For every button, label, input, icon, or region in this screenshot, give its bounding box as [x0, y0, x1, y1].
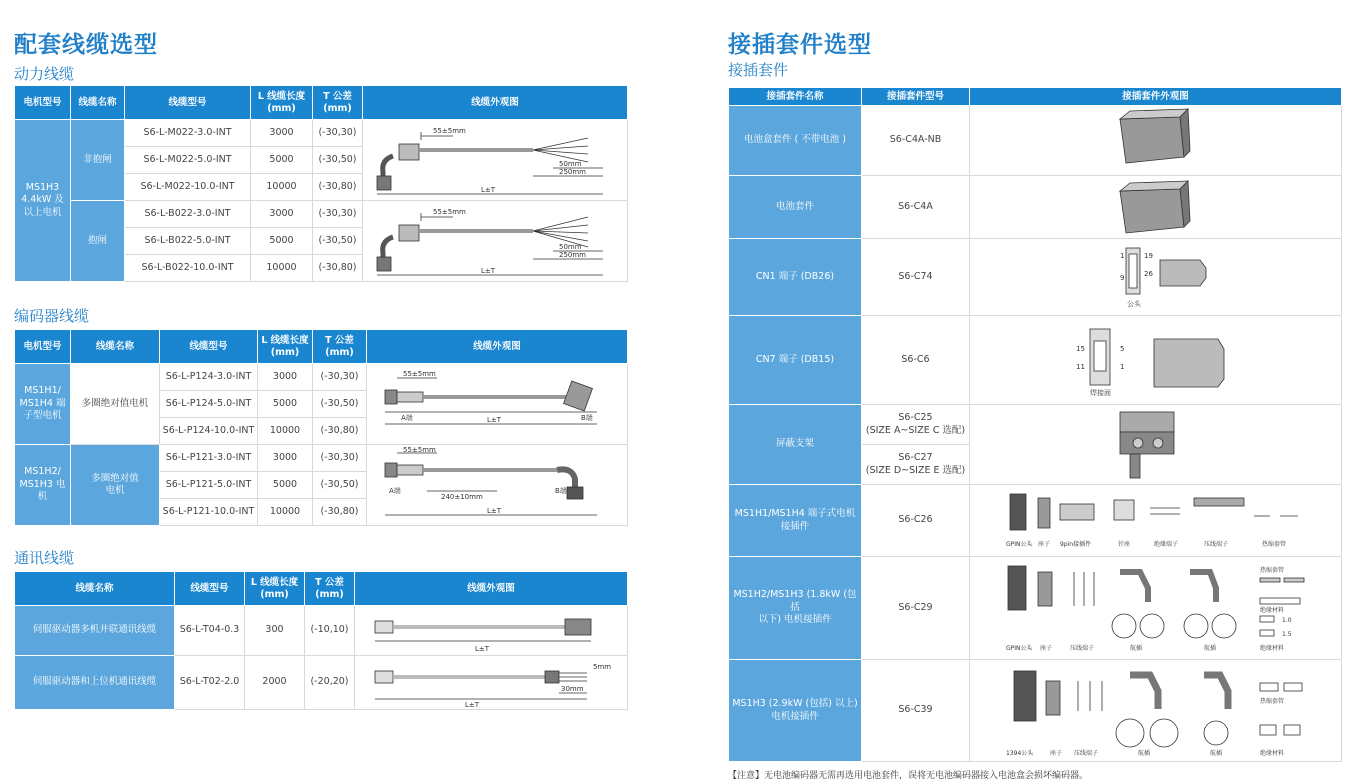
cable-length: 5000 [258, 391, 313, 418]
header-kit-name: 接插套件名称 [729, 88, 862, 106]
part-caption: 压线端子 [1204, 540, 1229, 548]
cable-model: S6-L-M022-5.0-INT [125, 147, 251, 174]
kit-model: S6-C27 (SIZE D~SIZE E 选配) [862, 445, 970, 485]
part-caption: 1.5 [1282, 630, 1292, 638]
kit-model: S6-C4A [862, 176, 970, 239]
cable-model: S6-L-T04-0.3 [175, 606, 245, 656]
header-kit-model: 接插套件型号 [862, 88, 970, 106]
ms1h3-connector-image [970, 660, 1342, 762]
kit-model: S6-C6 [862, 316, 970, 405]
part-caption: 热缩套管 [1260, 566, 1285, 574]
battery-box-image [970, 106, 1342, 176]
power-cable-subtitle: 动力线缆 [14, 65, 75, 83]
kit-name: CN1 端子 (DB26) [729, 239, 862, 316]
db15-connector-image [970, 316, 1342, 405]
drawing-lt: L±T [481, 267, 496, 275]
group-name: 多圈绝对值电机 [71, 364, 160, 445]
ms1h2-connector-image [970, 557, 1342, 660]
pin-label-9: 9 [1120, 273, 1125, 282]
header-drawing: 线缆外观图 [367, 330, 628, 364]
drawing-dim-240: 240±10mm [441, 493, 483, 501]
connector-caption: 公头 [1127, 299, 1141, 308]
cable-tolerance: (-30,30) [313, 201, 363, 228]
cable-tolerance: (-10,10) [305, 606, 355, 656]
part-caption: 座子 [1050, 749, 1063, 757]
cable-model: S6-L-P121-10.0-INT [160, 499, 258, 526]
cable-model: S6-L-P124-3.0-INT [160, 364, 258, 391]
shield-bracket-image [970, 405, 1342, 485]
part-caption: 座子 [1040, 644, 1053, 652]
cable-length: 3000 [258, 445, 313, 472]
cable-length: 3000 [251, 201, 313, 228]
part-caption: 航插 [1130, 644, 1143, 652]
cable-length: 3000 [251, 120, 313, 147]
right-page-title: 接插套件选型 [728, 32, 872, 58]
cable-length: 5000 [251, 228, 313, 255]
kit-name: MS1H1/MS1H4 端子式电机 接插件 [729, 485, 862, 557]
header-length: L 线缆长度 (mm) [245, 572, 305, 606]
db26-connector-image [970, 239, 1342, 316]
cable-tolerance: (-30,30) [313, 445, 367, 472]
drawing-end-a: A端 [389, 487, 401, 495]
cable-length: 5000 [258, 472, 313, 499]
cable-length: 10000 [251, 255, 313, 282]
pin-label-15: 15 [1076, 344, 1085, 353]
header-drawing: 线缆外观图 [355, 572, 628, 606]
drawing-lt: L±T [475, 644, 490, 653]
drawing-lt: L±T [481, 186, 496, 194]
pin-label-1: 1 [1120, 362, 1125, 371]
part-caption: 压线端子 [1070, 644, 1095, 652]
kit-model: S6-C25 (SIZE A~SIZE C 选配) [862, 405, 970, 445]
header-kit-drawing: 接插套件外观图 [970, 88, 1342, 106]
cable-model: S6-L-P124-5.0-INT [160, 391, 258, 418]
drawing-dim-250: 250mm [559, 251, 586, 259]
part-caption: 航插 [1138, 749, 1151, 757]
pin-label-1: 1 [1120, 251, 1125, 260]
cable-tolerance: (-30,50) [313, 228, 363, 255]
cable-tolerance: (-20,20) [305, 656, 355, 710]
header-tolerance: T 公差 (mm) [313, 330, 367, 364]
cable-length: 10000 [251, 174, 313, 201]
kit-name: CN7 端子 (DB15) [729, 316, 862, 405]
cable-tolerance: (-30,50) [313, 472, 367, 499]
cable-tolerance: (-30,80) [313, 255, 363, 282]
part-caption: 绝缘材料 [1260, 749, 1285, 757]
header-motor-model: 电机型号 [15, 330, 71, 364]
cable-model: S6-L-B022-3.0-INT [125, 201, 251, 228]
ms1h1-connector-image [970, 485, 1342, 557]
cable-tolerance: (-30,50) [313, 147, 363, 174]
drawing-end-a: A端 [401, 414, 413, 422]
cable-model: S6-L-P121-5.0-INT [160, 472, 258, 499]
kit-model: S6-C74 [862, 239, 970, 316]
header-cable-model: 线缆型号 [160, 330, 258, 364]
power-cable-drawing-brake [363, 201, 628, 282]
comm-cable-drawing-1 [355, 606, 628, 656]
cable-tolerance: (-30,80) [313, 418, 367, 445]
part-caption: 座子 [1038, 540, 1051, 548]
part-caption: 绝缘材料 [1260, 606, 1285, 614]
encoder-cable-drawing-1 [367, 364, 628, 445]
cable-length: 10000 [258, 499, 313, 526]
header-drawing: 线缆外观图 [363, 86, 628, 120]
part-caption: 绝缘端子 [1154, 540, 1179, 548]
part-caption: 1.0 [1282, 616, 1292, 624]
cable-model: S6-L-P121-3.0-INT [160, 445, 258, 472]
footnote: 【注意】无电池编码器无需再选用电池套件，误将无电池编码器接入电池盒会损坏编码器。 [728, 771, 1089, 781]
pin-label-11: 11 [1076, 362, 1085, 371]
kit-name: MS1H2/MS1H3 (1.8kW (包括 以下) 电机接插件 [729, 557, 862, 660]
header-cable-model: 线缆型号 [125, 86, 251, 120]
cable-tolerance: (-30,50) [313, 391, 367, 418]
cable-tolerance: (-30,30) [313, 120, 363, 147]
header-cable-name: 线缆名称 [71, 330, 160, 364]
header-tolerance: T 公差 (mm) [305, 572, 355, 606]
drawing-lt: L±T [487, 416, 502, 424]
drawing-dim-55: 55±5mm [403, 446, 436, 454]
kit-model: S6-C26 [862, 485, 970, 557]
drawing-dim-50: 50mm [559, 243, 582, 251]
drawing-lt: L±T [487, 507, 502, 515]
motor-cell: MS1H1/ MS1H4 端 子型电机 [15, 364, 71, 445]
kit-model: S6-C29 [862, 557, 970, 660]
kit-name: 屏蔽支架 [729, 405, 862, 485]
connector-caption: 焊接面 [1090, 388, 1111, 397]
part-caption: 9pin接插件 [1060, 540, 1092, 548]
header-length: L 线缆长度 (mm) [258, 330, 313, 364]
part-caption: 针座 [1118, 540, 1131, 548]
comm-cable-subtitle: 通讯线缆 [14, 549, 75, 567]
kit-name: 电池套件 [729, 176, 862, 239]
cable-length: 10000 [258, 418, 313, 445]
drawing-end-b: B端 [555, 487, 567, 495]
encoder-cable-subtitle: 编码器线缆 [14, 307, 90, 325]
header-cable-name: 线缆名称 [15, 572, 175, 606]
drawing-dim-30: 30mm [561, 684, 584, 693]
cable-length: 3000 [258, 364, 313, 391]
power-cable-table [14, 85, 628, 282]
cable-model: S6-L-M022-10.0-INT [125, 174, 251, 201]
kit-name: MS1H3 (2.9kW (包括) 以上) 电机接插件 [729, 660, 862, 762]
kit-model: S6-C39 [862, 660, 970, 762]
cable-model: S6-L-P124-10.0-INT [160, 418, 258, 445]
comm-cable-name: 伺服驱动器和上位机通讯线缆 [15, 656, 175, 710]
drawing-dim-55: 55±5mm [433, 208, 466, 216]
motor-cell: MS1H2/ MS1H3 电机 [15, 445, 71, 526]
encoder-cable-drawing-2 [367, 445, 628, 526]
header-length: L 线缆长度 (mm) [251, 86, 313, 120]
drawing-dim-5: 5mm [593, 662, 612, 671]
comm-cable-name: 伺服驱动器多机并联通讯线缆 [15, 606, 175, 656]
drawing-end-b: B端 [581, 414, 593, 422]
comm-cable-table [14, 571, 628, 710]
group-name: 抱闸 [71, 201, 125, 282]
drawing-dim-55: 55±5mm [403, 370, 436, 378]
header-motor-model: 电机型号 [15, 86, 71, 120]
cable-length: 300 [245, 606, 305, 656]
part-caption: GPIN公头 [1006, 540, 1033, 548]
part-caption: 航插 [1210, 749, 1223, 757]
power-cable-drawing-nonbrake [363, 120, 628, 201]
cable-length: 5000 [251, 147, 313, 174]
connector-kit-subtitle: 接插套件 [728, 61, 789, 79]
group-name: 非抱闸 [71, 120, 125, 201]
part-caption: 航插 [1204, 644, 1217, 652]
group-name: 多圈绝对值 电机 [71, 445, 160, 526]
cable-length: 2000 [245, 656, 305, 710]
part-caption: 压线端子 [1074, 749, 1099, 757]
encoder-cable-table [14, 329, 628, 526]
pin-label-26: 26 [1144, 269, 1153, 278]
header-tolerance: T 公差 (mm) [313, 86, 363, 120]
cable-model: S6-L-B022-5.0-INT [125, 228, 251, 255]
drawing-lt: L±T [465, 700, 480, 709]
part-caption: 绝缘材料 [1260, 644, 1285, 652]
cable-model: S6-L-B022-10.0-INT [125, 255, 251, 282]
header-cable-model: 线缆型号 [175, 572, 245, 606]
cable-model: S6-L-T02-2.0 [175, 656, 245, 710]
drawing-dim-55: 55±5mm [433, 127, 466, 135]
part-caption: 热缩套管 [1260, 697, 1285, 705]
battery-kit-image [970, 176, 1342, 239]
pin-label-19: 19 [1144, 251, 1153, 260]
kit-model: S6-C4A-NB [862, 106, 970, 176]
cable-tolerance: (-30,30) [313, 364, 367, 391]
cable-tolerance: (-30,80) [313, 499, 367, 526]
left-page-title: 配套线缆选型 [14, 32, 158, 58]
drawing-dim-50: 50mm [559, 160, 582, 168]
kit-name: 电池盒套件 ( 不带电池 ) [729, 106, 862, 176]
part-caption: GPIN公头 [1006, 644, 1033, 652]
connector-kit-table [728, 87, 1342, 762]
cable-model: S6-L-M022-3.0-INT [125, 120, 251, 147]
drawing-dim-250: 250mm [559, 168, 586, 176]
pin-label-5: 5 [1120, 344, 1125, 353]
header-cable-name: 线缆名称 [71, 86, 125, 120]
comm-cable-drawing-2 [355, 656, 628, 710]
part-caption: 热缩套管 [1262, 540, 1287, 548]
part-caption: 1394公头 [1006, 749, 1034, 757]
cable-tolerance: (-30,80) [313, 174, 363, 201]
motor-cell: MS1H3 4.4kW 及 以上电机 [15, 120, 71, 282]
